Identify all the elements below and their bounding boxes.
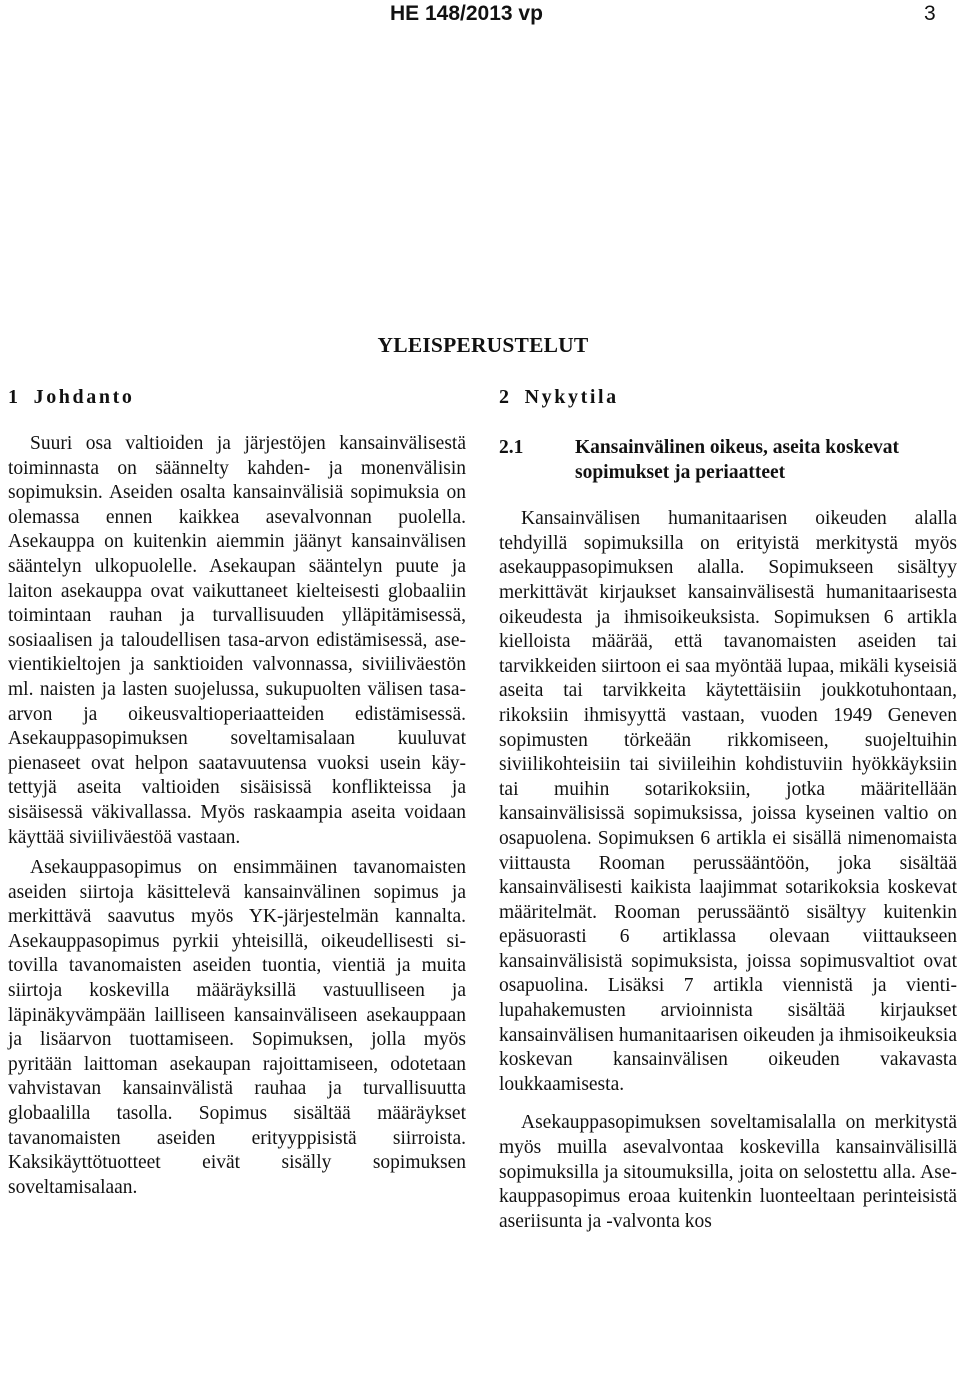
subsection-heading — [499, 436, 957, 485]
right-column — [499, 384, 957, 1234]
section-title: Johdanto — [33, 386, 135, 408]
left-column — [8, 384, 466, 1200]
paragraph: Asekauppasopimuksen soveltamisalalla on merkitystä myös muilla asevalvontaa koskevilla kansainvälisillä sopimuksilla ja sitoumuksilla, joita on selostettu alla. Asekauppasopimus eroaa kuitenkin luonteeltaan perinteisistä aseriisunta ja -valvonta kos — [499, 1112, 957, 1232]
section-number: 2 — [499, 386, 509, 408]
document-id: HE 148/2013 vp — [390, 2, 543, 25]
paragraph: Kansainvälisen humanitaarisen oikeuden alalla tehdyillä sopimuksilla on erityistä merkitystä myös asekauppasopimuksen alalla. Sopimukseen sisältyy merkittävät kirjaukset kansainvälisestä humanitaarisesta oikeudesta ja ihmisoikeuksista. Sopimuksen 6 artikla kielloista määrää, että tavanomaisten aseiden tai tarvikkeiden siirtoon ei saa myöntää lupaa, mikäli kyseisiä aseita tai tarvikkeita käytettäisiin joukkotuhontaan, rikoksiin ihmisyyttä vastaan, vuoden 1949 Geneven sopimusten törkeään rikkomiseen, suojeltuihin siviilikohteisiin tai siviileihin kohdistuviin hyökkäyksiin tai muihin sotarikoksiin, jotka määritellään kansainvälisissä sopimuksissa, joissa kyseinen valtio on osapuolena. Sopimuksen 6 artikla ei sisällä nimenomaista viittausta Rooman perussääntöön, joka sisältää kansainvälisesti kaikista laajimmat sotarikoksia koskevat määritelmät. Rooman perussääntö sisältyy kuitenkin epäsuorasti 6 artiklassa olevaan viittaukseen kansainvälisistä sopimuksista, joissa sopimusvaltiot ovat osapuolina. Lisäksi 7 artikla viennistä ja vientilupahakemusten arvioinnista sisältää kirjaukset kansainvälisen humanitaarisen oikeuden ja ihmisoikeuksia koskevan kansainvälisen oikeuden vakavasta loukkaamisesta. — [499, 508, 957, 1095]
section-heading-johdanto — [8, 384, 466, 426]
main-title: YLEISPERUSTELUT — [377, 333, 589, 357]
page-number: 3 — [924, 2, 936, 25]
section-title: Nykytila — [524, 386, 619, 408]
section-number: 1 — [8, 386, 18, 408]
subsection-number: 2.1 — [499, 437, 524, 458]
section-heading-nykytila — [499, 384, 957, 426]
subsection-title: Kansainvälinen oikeus, aseita koskevat sopimukset ja periaatteet — [575, 437, 899, 483]
paragraph: Asekauppasopimus on ensimmäinen tavanomaisten aseiden siirtoja käsittelevä kansainvälinen sopimus ja merkittävä saavutus myös YK-järjestelmän kannalta. Asekauppasopimus pyrkii yhteisillä, oikeudellisesti sitovilla tavanomaisten aseiden tuontia, vientiä ja muita siirtoja koskevilla määräyksillä vastuulliseen ja läpinäkyvämpään lailliseen kansainväliseen asekauppaan ja lisäarvon tuottamiseen. Sopimuksen, jolla myös pyritään laittoman asekaupan rajoittamiseen, odotetaan vahvistavan kansainvälistä rauhaa ja turvallisuutta globaalilla tasolla. Sopimus sisältää määräykset tavanomaisten aseiden erityyppisistä siirroista. Kaksikäyttötuotteet eivät sisälly sopimuksen soveltamisalaan. — [8, 857, 466, 1198]
paragraph: Suuri osa valtioiden ja järjestöjen kansainvälisestä toiminnasta on säännelty kahden- ja monenvälisin sopimuksin. Aseiden osalta kansainvälisiä sopimuksia on olemassa ennen kaikkea asevalvonnan puolella. Asekauppa on kuitenkin aiemmin jäänyt kansainvälisen sääntelyn ulkopuolelle. Asekaupan sääntelyn puute ja laiton asekauppa ovat vaikuttaneet kielteisesti globaaliin toimintaan rauhan ja turvallisuuden ylläpitämisessä, sosiaalisen ja taloudellisen tasa-arvon edistämisessä, asevientikieltojen ja sanktioiden valvonnassa, siviiliväestön ml. naisten ja lasten suojelussa, sukupuolten välisen tasa-arvon ja oikeusvaltioperiaatteiden edistämisessä. Asekauppasopimuksen soveltamisalaan kuuluvat pienaseet ovat helpon saatavuutensa vuoksi usein käytettyjä aseita valtioiden sisäisissä konflikteissa ja sisäisessä väkivallassa. Myös raskaampia aseita voidaan käyttää siviiliväestöä vastaan. — [8, 433, 466, 848]
